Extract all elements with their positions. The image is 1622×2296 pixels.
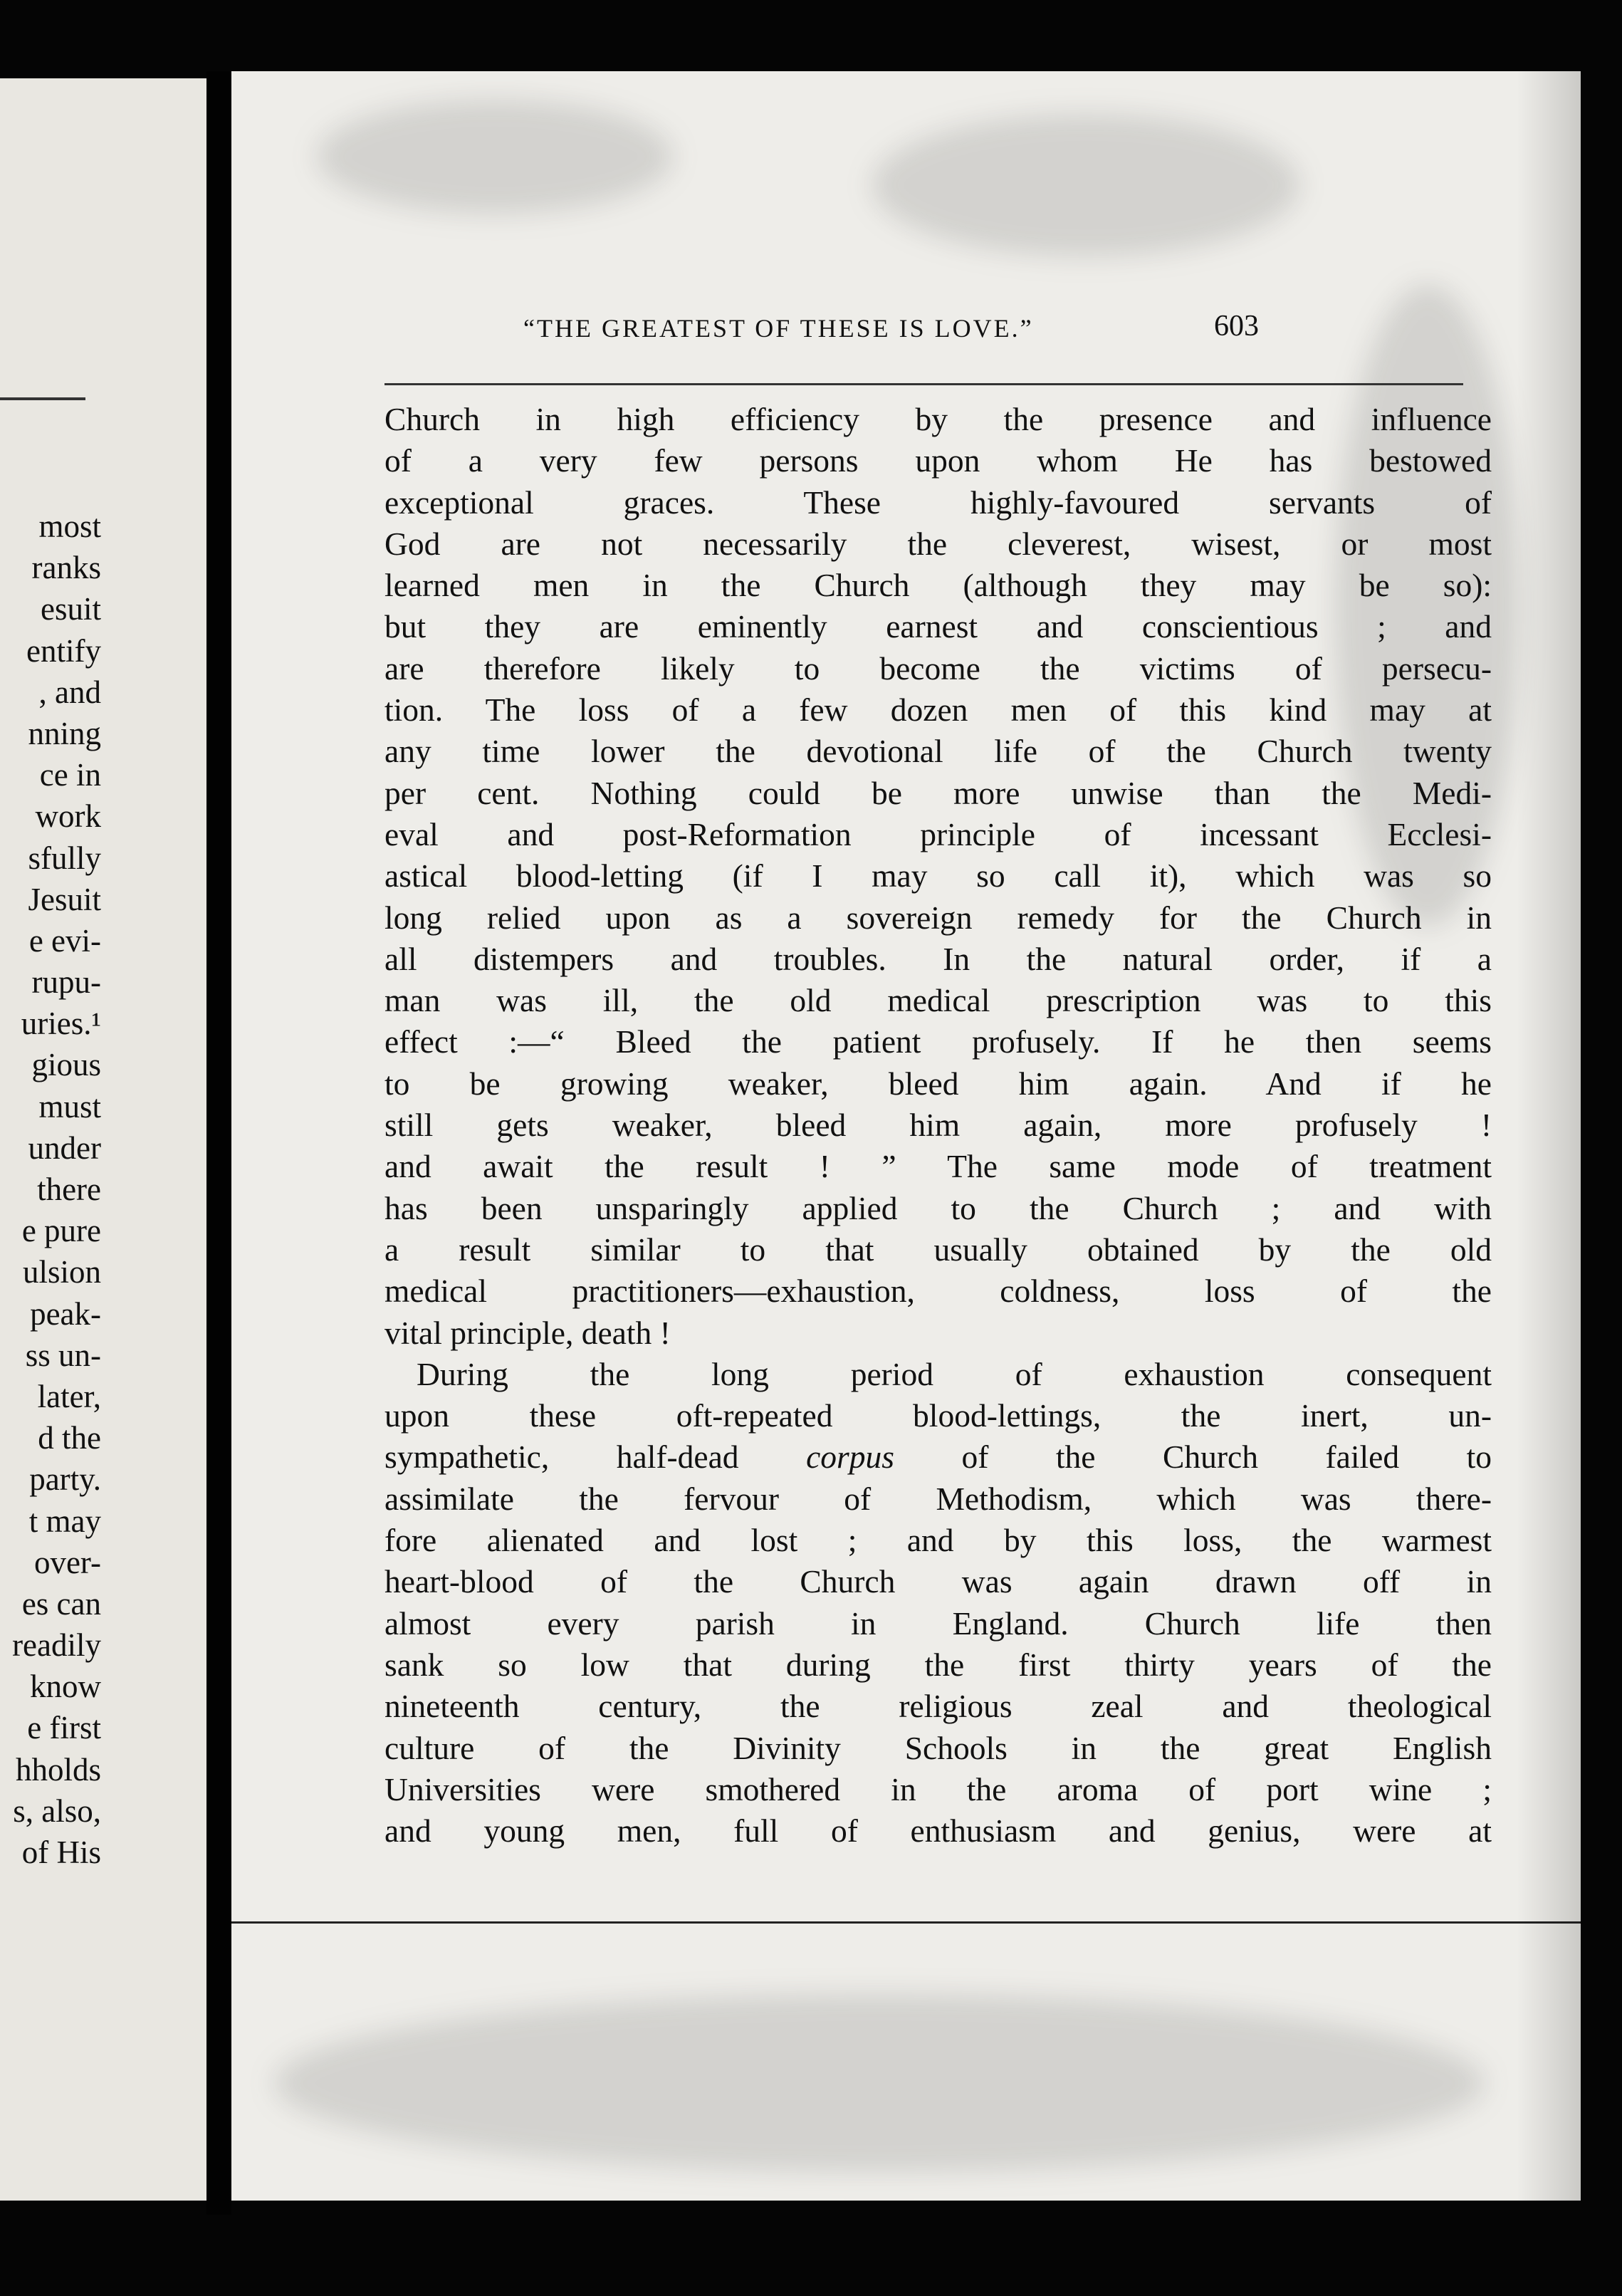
previous-page-line: entify <box>26 632 101 669</box>
text-line: God are not necessarily the cleverest, wisest, or most <box>384 525 1492 562</box>
previous-page-line: ulsion <box>22 1254 101 1290</box>
previous-page-line: rupu- <box>31 964 101 1001</box>
previous-page-line: e first <box>27 1710 101 1746</box>
header-rule <box>384 383 1463 385</box>
text-line: and await the result ! ” The same mode of treatment <box>384 1148 1492 1185</box>
previous-page-line: Jesuit <box>28 881 101 917</box>
text-line: has been unsparingly applied to the Church ; and with <box>384 1189 1492 1226</box>
previous-page-line: gious <box>31 1047 101 1083</box>
text-line: are therefore likely to become the victims of persecu- <box>384 649 1492 687</box>
scan-edge-line <box>231 1921 1581 1924</box>
previous-page-line: later, <box>37 1378 101 1414</box>
page-body-text <box>384 399 1492 1852</box>
text-line: long relied upon as a sovereign remedy for the Church in <box>384 899 1492 936</box>
text-line: all distempers and troubles. In the natural order, if a <box>384 940 1492 977</box>
text-line: heart-blood of the Church was again drawn off in <box>384 1563 1492 1600</box>
paper-stain <box>317 100 673 214</box>
text-line: Church in high efficiency by the presence and influence <box>384 401 1492 437</box>
previous-page-line: d the <box>38 1420 101 1456</box>
previous-page-line: work <box>35 798 101 835</box>
previous-page-line: know <box>30 1669 101 1705</box>
previous-page-line: must <box>38 1088 101 1124</box>
previous-page-line: party. <box>29 1461 101 1498</box>
text-line: per cent. Nothing could be more unwise than the Medi- <box>384 774 1492 811</box>
text-line: sympathetic, half-dead corpus of the Church failed to <box>384 1439 1492 1476</box>
previous-page-line: of His <box>21 1835 101 1870</box>
text-line: sank so low that during the first thirty years of the <box>384 1646 1492 1683</box>
text-line: to be growing weaker, bleed him again. And if he <box>384 1065 1492 1102</box>
previous-page <box>0 78 206 2201</box>
previous-page-line: readily <box>12 1627 101 1664</box>
previous-page-line: ranks <box>31 550 101 586</box>
previous-page-line: hholds <box>15 1751 101 1788</box>
previous-page-line: s, also, <box>13 1793 101 1829</box>
text-line: During the long period of exhaustion consequent <box>417 1355 1492 1392</box>
text-line: and young men, full of enthusiasm and genius, were at <box>384 1812 1492 1849</box>
previous-page-line: most <box>38 508 101 544</box>
text-line: vital principle, death ! <box>384 1314 671 1351</box>
book-gutter <box>206 71 231 2215</box>
text-line: any time lower the devotional life of the Church twenty <box>384 733 1492 770</box>
previous-page-line: peak- <box>30 1295 101 1332</box>
previous-page-line: ce in <box>39 757 101 793</box>
previous-page-line: esuit <box>41 591 101 627</box>
paper-stain <box>872 114 1299 256</box>
previous-page-line: there <box>37 1172 101 1207</box>
running-head: “THE GREATEST OF THESE IS LOVE.” <box>523 314 1034 343</box>
previous-page-line: e evi- <box>28 922 101 959</box>
page-edge-shadow <box>1517 71 1581 2201</box>
previous-page-line: t may <box>28 1503 101 1539</box>
text-line: a result similar to that usually obtained by the old <box>384 1231 1492 1268</box>
text-line: effect :—“ Bleed the patient profusely. If he then seems <box>384 1023 1492 1060</box>
text-line: learned men in the Church (although they may be so): <box>384 567 1492 604</box>
page-number: 603 <box>1214 310 1259 343</box>
text-line: still gets weaker, bleed him again, more profusely ! <box>384 1107 1492 1144</box>
text-line: exceptional graces. These highly-favoured servants of <box>384 484 1492 521</box>
previous-page-line: , and <box>38 674 101 710</box>
previous-page-line: over- <box>33 1544 101 1580</box>
previous-page-line: sfully <box>28 840 101 876</box>
page-header <box>231 310 1581 370</box>
text-line: culture of the Divinity Schools in the great English <box>384 1729 1492 1766</box>
previous-page-rule <box>0 397 85 400</box>
previous-page-text <box>12 506 101 1873</box>
text-line: but they are eminently earnest and conscientious ; and <box>384 608 1492 645</box>
text-line: assimilate the fervour of Methodism, which was there- <box>384 1480 1492 1517</box>
text-line: Universities were smothered in the aroma of port wine ; <box>384 1770 1492 1807</box>
text-line: tion. The loss of a few dozen men of this kind may at <box>384 692 1492 729</box>
paper-stain <box>274 1994 1485 2172</box>
previous-page-line: e pure <box>21 1213 101 1249</box>
previous-page-line: under <box>28 1129 101 1166</box>
previous-page-line: uries.¹ <box>21 1006 101 1042</box>
text-line: nineteenth century, the religious zeal and theological <box>384 1688 1492 1725</box>
previous-page-line: es can <box>21 1585 101 1622</box>
text-line: fore alienated and lost ; and by this loss, the warmest <box>384 1522 1492 1559</box>
text-line: man was ill, the old medical prescription was to this <box>384 982 1492 1019</box>
current-page <box>231 71 1581 2201</box>
text-line: upon these oft-repeated blood-lettings, the inert, un- <box>384 1397 1492 1434</box>
text-line: eval and post-Reformation principle of incessant Ecclesi- <box>384 815 1492 852</box>
previous-page-line: ss un- <box>25 1337 101 1373</box>
previous-page-line: nning <box>28 715 101 751</box>
text-line: almost every parish in England. Church life then <box>384 1604 1492 1642</box>
text-line: medical practitioners—exhaustion, coldness, loss of the <box>384 1273 1492 1310</box>
text-line: astical blood-letting (if I may so call it), which was so <box>384 857 1492 894</box>
text-line: of a very few persons upon whom He has bestowed <box>384 442 1492 479</box>
